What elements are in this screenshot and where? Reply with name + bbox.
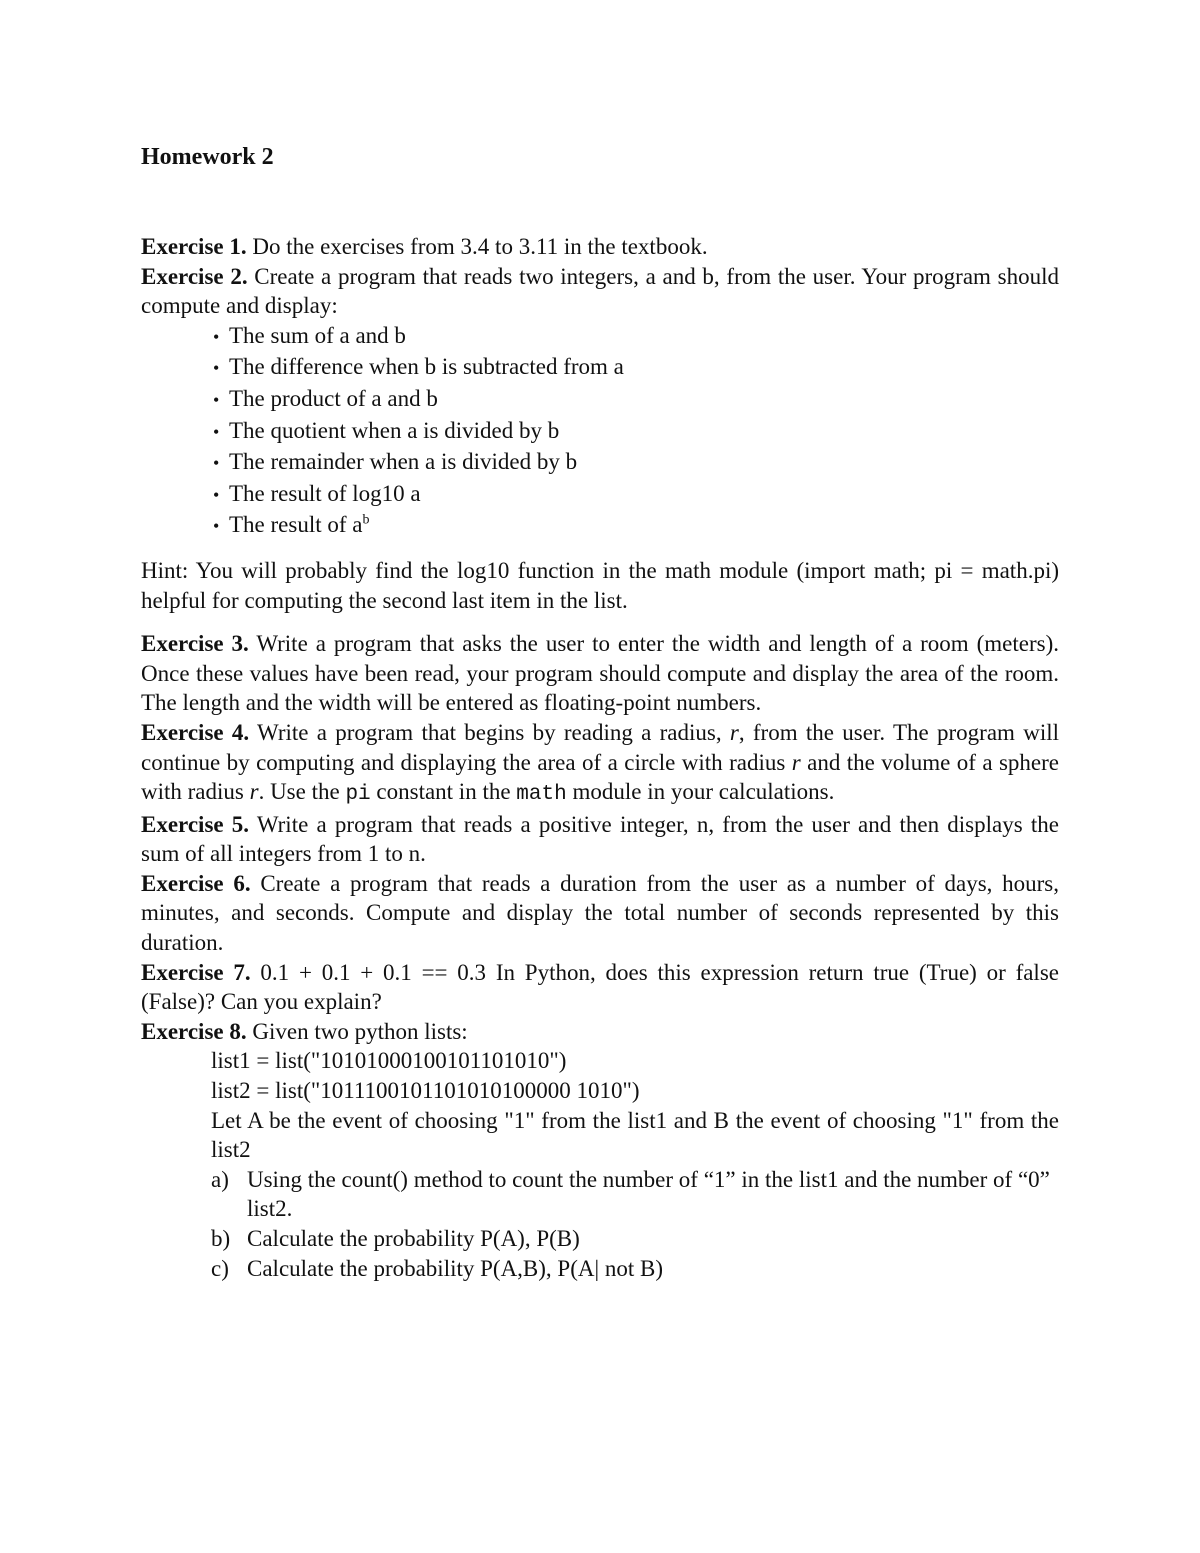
page-title: Homework 2 (141, 144, 274, 170)
exercise-5 (141, 810, 1059, 869)
item-marker: a) (211, 1166, 229, 1192)
bullet-icon: • (213, 516, 220, 537)
exercise-2 (141, 262, 1059, 321)
exercise-label: Exercise 3. (141, 631, 249, 657)
list2-definition: list2 = list("1011100101101010100000 1010") (211, 1078, 640, 1104)
exercise-2-bullet-list (141, 321, 1059, 542)
exercise-1 (141, 232, 1059, 262)
exercise-text: Create a program that reads two integers, a and b, from the user. Your program should compute and display: (141, 263, 1059, 319)
exercise-text: Write a program that asks the user to enter the width and length of a room (meters). Once these values have been read, your program should compute and display the area of the room. The length and the width will be entered as floating-point numbers. (141, 631, 1059, 716)
exercise-3 (141, 629, 1059, 718)
list-item: • The remainder when a is divided by b (213, 447, 1059, 479)
exercise-text: 0.1 + 0.1 + 0.1 == 0.3 In Python, does this expression return true (True) or false (False)? Can you explain? (141, 959, 1059, 1015)
exercise-8-subquestions (141, 1165, 1059, 1283)
code-math: math (516, 783, 567, 807)
superscript: b (362, 512, 370, 528)
exercise-label: Exercise 2. (141, 263, 248, 289)
exercise-label: Exercise 1. (141, 234, 247, 259)
document-body (141, 232, 1059, 1283)
bullet-icon: • (213, 358, 220, 379)
exercise-4: Exercise 4. Write a program that begins by reading a radius, r, from the user. The program will continue by computing and displaying the area of a circle with radius r and the volume of a sphere with radius r. Use the pi constant in the math module in your calculations. (141, 719, 1059, 807)
hint: Hint: You will probably find the log10 function in the math module (import math; pi = math.pi) helpful for computing the second last item in the list. (141, 557, 1059, 613)
list-item: • The result of log10 a (213, 479, 1059, 511)
exercise-label: Exercise 7. (141, 959, 251, 985)
list-item: c) Calculate the probability P(A,B), P(A| not B) (211, 1254, 1059, 1284)
exercise-text: Do the exercises from 3.4 to 3.11 in the textbook. (246, 234, 708, 259)
exercise-label: Exercise 5. (141, 811, 250, 837)
list-item: • The difference when b is subtracted from a (213, 352, 1059, 384)
exercise-label: Exercise 6. (141, 870, 251, 896)
list-item: • The sum of a and b (213, 321, 1059, 353)
exercise-text: Given two python lists: (246, 1018, 468, 1044)
exercise-text: Create a program that reads a duration from the user as a number of days, hours, minutes, and seconds. Compute and display the total number of seconds represented by this duration. (141, 870, 1059, 956)
bullet-icon: • (213, 453, 220, 474)
list-item: a) Using the count() method to count the number of “1” in the list1 and the number of “0” list2. (211, 1165, 1059, 1224)
list1-definition: list1 = list("10101000100101101010") (211, 1048, 567, 1074)
bullet-icon: • (213, 326, 220, 347)
code-pi: pi (345, 783, 371, 807)
exercise-8-details (141, 1046, 1059, 1164)
bullet-icon: • (213, 389, 220, 410)
exercise-6 (141, 869, 1059, 958)
bullet-icon: • (213, 421, 220, 442)
exercise-label: Exercise 8. (141, 1018, 247, 1044)
list-item: • The product of a and b (213, 384, 1059, 416)
event-definition: Let A be the event of choosing "1" from the list1 and B the event of choosing "1" from the list2 (211, 1107, 1059, 1163)
exercise-label: Exercise 4. (141, 719, 250, 745)
list-item: • The result of $a^b$ (213, 510, 1059, 542)
item-marker: c) (211, 1255, 229, 1281)
bullet-icon: • (213, 484, 220, 505)
exercise-text: Write a program that reads a positive integer, n, from the user and then displays the sum of all integers from 1 to n. (141, 811, 1059, 867)
list-item: • The quotient when a is divided by b (213, 416, 1059, 448)
exercise-8 (141, 1017, 1059, 1047)
list-item: b) Calculate the probability P(A), P(B) (211, 1224, 1059, 1254)
exercise-7 (141, 958, 1059, 1017)
item-marker: b) (211, 1226, 231, 1251)
